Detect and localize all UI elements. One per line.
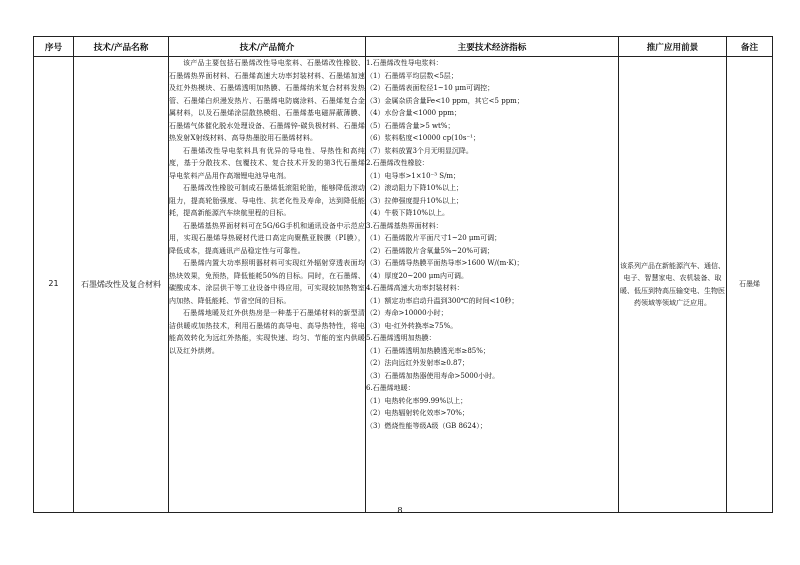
metric-line: （2）法向远红外发射率≥0.87；	[366, 359, 469, 367]
metric-line: 2.石墨烯改性橡胶：	[366, 159, 429, 167]
metric-line: （5）石墨烯含量>5 wt%；	[366, 121, 455, 130]
row-promotion: 该系列产品在新能源汽车、通信、电子、智慧家电、农机装备、取暖、低压到特高压输变电、生物医药领域等领域广泛应用。	[619, 57, 727, 513]
table-header-row	[34, 37, 773, 57]
metric-line: （1）电热转化率99.99%以上；	[366, 396, 468, 405]
metric-line: 1.石墨烯改性导电浆料：	[366, 59, 443, 67]
metric-line: （3）石墨烯导热膜平面热导率>1600 W/(m·K)；	[366, 259, 524, 267]
metric-line: （2）电热辐射转化效率>70%；	[366, 409, 469, 417]
metric-line: （3）拉伸强度提升10%以上；	[366, 196, 464, 205]
table-row	[34, 57, 773, 513]
header-note: 备注	[727, 37, 773, 57]
metric-line: （1）额定功率启动升温到300℃的时间<10秒；	[366, 296, 519, 305]
metric-line: （2）石墨烯散片含氧量5%~20%可调；	[366, 246, 494, 255]
metric-line: （3）燃烧性能等级A级（GB 8624）；	[366, 421, 487, 430]
metric-line: （1）石墨烯透明加热膜透光率≥85%；	[366, 346, 490, 355]
intro-paragraph: 该产品主要包括石墨烯改性导电浆料、石墨烯改性橡胶、石墨烯热界面材料、石墨烯高速大功率封装材料、石墨烯加速及红外热模块、石墨烯透明加热膜、石墨烯纳米复合材料发热管、石墨烯白炽漫发热片、石墨烯电防腐涂料、石墨烯复合金属材料，以及石墨烯涂层散热模组、石墨烯基电磁屏蔽薄膜、石墨烯气体催化脱水处理设备、石墨烯锌-碳负极材料、石墨烯热发射X射线材料、高导热墨胶用石墨烯材料。	[169, 59, 365, 142]
metric-line: （1）石墨烯平均层数<5层；	[366, 71, 458, 80]
header-promotion: 推广应用前景	[619, 37, 727, 57]
metric-line: （4）牛极下降10%以上。	[366, 209, 450, 217]
header-name: 技术/产品名称	[74, 37, 169, 57]
header-intro: 技术/产品简介	[169, 37, 366, 57]
header-number: 序号	[34, 37, 74, 57]
metric-line: （2）石墨烯表面粒径1~10 μm可调控；	[366, 84, 495, 92]
metric-line: 5.石墨烯透明加热膜：	[366, 334, 436, 342]
row-intro	[169, 57, 366, 513]
metric-line: 6.石墨烯地暖：	[366, 384, 415, 392]
header-metrics: 主要技术经济指标	[366, 37, 619, 57]
intro-paragraph: 石墨烯内置大功率照明器材料可实现红外辐射穿透表面均热块效果，免预热，降低能耗50%的目标。同时，在石墨烯、碳酸成本、涂层供干等工业设备中得应用，可实现较加热物室内加热、降低能耗、节省空间的目标。	[169, 259, 365, 305]
intro-paragraph: 石墨烯基热界面材料可在5G/6G手机和通讯设备中示范应用，实现石墨烯导热硬材代进口高定向聚酰亚胺膜（PI膜），降低成本，提高通讯产品稳定性与可靠性。	[169, 221, 365, 255]
metric-line: （6）浆料粘度<10000 cp(10s⁻¹；	[366, 134, 480, 142]
metric-line: （4）水份含量<1000 ppm；	[366, 109, 461, 117]
metric-line: （1）电导率>1×10⁻³ S/m；	[366, 171, 461, 180]
row-name: 石墨烯改性及复合材料	[74, 57, 169, 513]
row-metrics	[366, 57, 619, 513]
metric-line: （3）电-红外转换率≥75%。	[366, 321, 458, 330]
page-number: 8	[397, 506, 403, 516]
row-note: 石墨烯	[727, 57, 773, 513]
metric-line: （4）厚度20~200 μm内可调。	[366, 271, 468, 280]
intro-paragraph: 石墨烯改性橡胶可制成石墨烯低滚阻轮胎，能够降低滚动阻力，提高轮胎强度、导电性、抗老化性及寿命，达到降低能耗，提高新能源汽车续航里程的目标。	[169, 184, 365, 217]
metric-line: 4.石墨烯高速大功率封装材料：	[366, 284, 464, 292]
metric-line: （2）滚动阻力下降10%以上；	[366, 184, 464, 192]
row-number: 21	[34, 57, 74, 513]
intro-paragraph: 石墨烯改性导电浆料具有优异的导电性、导热性和高纯度，基于分散技术、包覆技术、复合技术开发的第3代石墨烯导电浆料产品用作高端锂电池导电剂。	[169, 146, 365, 180]
metric-line: 3.石墨烯基热界面材料：	[366, 221, 443, 230]
metric-line: （7）浆料放置3个月无明显沉降。	[366, 146, 473, 155]
metric-line: （1）石墨烯散片平面尺寸1~20 μm可调；	[366, 234, 502, 242]
technology-table	[33, 36, 773, 513]
metric-line: （3）石墨烯加热器使用寿命>5000小时。	[366, 371, 500, 380]
intro-paragraph: 石墨烯地暖及红外供热房是一种基于石墨烯材料的新型清洁供暖或加热技术，利用石墨烯的高导电、高导热特性，将电能高效转化为远红外热能，实现快速、均匀、节能的室内供暖以及红外烘烤。	[169, 309, 365, 355]
metric-line: （2）寿命>10000小时；	[366, 309, 448, 317]
metric-line: （3）金属杂质含量Fe<10 ppm，其它<5 ppm；	[366, 96, 524, 105]
